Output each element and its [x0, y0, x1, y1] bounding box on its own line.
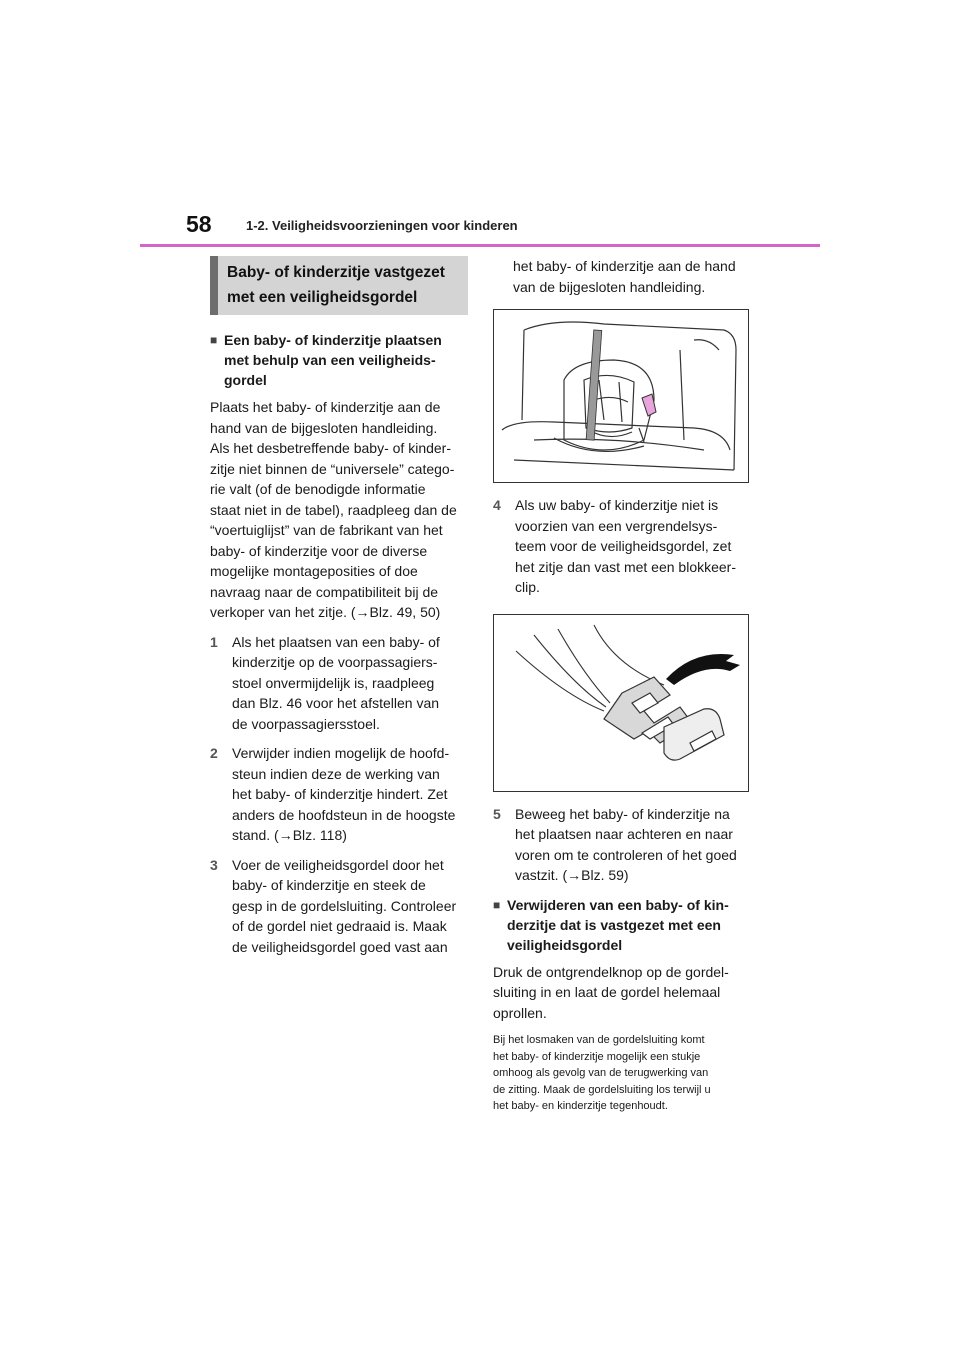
- text-line: zitje niet binnen de “universele” catego-: [210, 460, 455, 477]
- text-line: voren om te controleren of het goed: [515, 846, 737, 863]
- text-line: mogelijke montageposities of doe: [210, 563, 418, 579]
- subheading-install: [210, 330, 468, 390]
- text-line: navraag naar de compatibiliteit bij de: [210, 583, 439, 600]
- header-rule: [140, 244, 820, 247]
- text-line: het zitje dan vast met een blokkeer-: [515, 558, 737, 575]
- text-line: anders de hoofdsteun in de hoogste: [232, 806, 456, 823]
- text-line: stand. (→Blz. 118): [232, 827, 347, 843]
- section-title-line: Baby- of kinderzitje vastgezet: [227, 264, 445, 281]
- step-3: [210, 855, 468, 958]
- text-line: stoel onvermijdelijk is, raadpleeg: [232, 674, 435, 691]
- text-line: of de gordel niet gedraaid is. Maak: [232, 918, 447, 934]
- text-line: Plaats het baby- of kinderzitje aan de: [210, 399, 441, 415]
- text-line: Druk de ontgrendelknop op de gordel-: [493, 963, 729, 980]
- text-line: hand van de bijgesloten handleiding.: [210, 419, 438, 436]
- text-line: baby- of kinderzitje voor de diverse: [210, 542, 428, 559]
- subheading-line: Een baby- of kinderzitje plaatsen: [224, 332, 442, 348]
- continuation-paragraph: [493, 256, 755, 297]
- text-line: van de bijgesloten handleiding.: [513, 278, 706, 295]
- text-line: “voertuiglijst” van de fabrikant van het: [210, 522, 443, 538]
- right-column: [493, 256, 755, 1115]
- removal-paragraph: [493, 962, 755, 1024]
- text-line: dan Blz. 46 voor het afstellen van: [232, 695, 440, 711]
- text-line: Voer de veiligheidsgordel door het: [232, 856, 444, 873]
- text-line: Verwijder indien mogelijk de hoofd-: [232, 745, 450, 761]
- text-line: baby- of kinderzitje en steek de: [232, 877, 426, 893]
- step-number: 2: [210, 745, 218, 761]
- step-5: [493, 804, 755, 886]
- step-4: [493, 495, 755, 598]
- locking-clip-illustration: [493, 614, 749, 792]
- text-line: Bij het losmaken van de gordelsluiting komt: [493, 1034, 705, 1046]
- square-bullet-icon: ■: [210, 333, 218, 347]
- text-line: het baby- en kinderzitje tegenhoudt.: [493, 1100, 668, 1112]
- text-line: staat niet in de tabel), raadpleeg dan de: [210, 501, 457, 518]
- text-line: clip.: [515, 579, 540, 595]
- text-line: de veiligheidsgordel goed vast aan: [232, 938, 448, 955]
- section-title-box: [210, 256, 468, 315]
- step-2: [210, 743, 468, 846]
- subheading-line: veiligheidsgordel: [507, 936, 623, 953]
- text-line: teem voor de veiligheidsgordel, zet: [515, 538, 732, 554]
- step-1: [210, 632, 468, 735]
- text-line: de voorpassagiersstoel.: [232, 715, 380, 732]
- text-line: Als uw baby- of kinderzitje niet is: [515, 497, 719, 513]
- text-line: het baby- of kinderzitje aan de hand: [513, 258, 736, 274]
- text-line: het plaatsen naar achteren en naar: [515, 826, 733, 842]
- subheading-line: gordel: [224, 372, 267, 388]
- text-line: oprollen.: [493, 1004, 547, 1021]
- left-column: [210, 256, 468, 966]
- section-title-line: met een veiligheidsgordel: [227, 289, 418, 306]
- text-line: rie valt (of de benodigde informatie: [210, 481, 426, 497]
- child-seat-icon: [494, 310, 748, 482]
- text-line: Beweeg het baby- of kinderzitje na: [515, 805, 730, 822]
- curved-arrow-icon: [666, 654, 740, 685]
- text-line: vastzit. (→Blz. 59): [515, 867, 629, 883]
- running-header: 1-2. Veiligheidsvoorzieningen voor kinderen: [246, 218, 518, 233]
- text-line: gesp in de gordelsluiting. Controleer: [232, 897, 457, 914]
- locking-clip-icon: [494, 615, 748, 791]
- step-number: 4: [493, 497, 501, 513]
- step-number: 1: [210, 633, 218, 650]
- text-line: het baby- of kinderzitje mogelijk een stukje: [493, 1050, 701, 1063]
- text-line: voorzien van een vergrendelsys-: [515, 517, 718, 534]
- subheading-remove: [493, 895, 755, 955]
- step-number: 5: [493, 805, 501, 822]
- text-line: omhoog als gevolg van de terugwerking van: [493, 1067, 709, 1079]
- page-number: 58: [186, 211, 212, 237]
- note-paragraph: [493, 1032, 755, 1115]
- intro-paragraph: [210, 397, 468, 623]
- text-line: het baby- of kinderzitje hindert. Zet: [232, 786, 448, 802]
- text-line: sluiting in en laat de gordel helemaal: [493, 984, 721, 1000]
- step-number: 3: [210, 856, 218, 873]
- subheading-line: met behulp van een veiligheids-: [224, 352, 436, 368]
- subheading-line: derzitje dat is vastgezet met een: [507, 916, 721, 933]
- subheading-line: Verwijderen van een baby- of kin-: [507, 896, 729, 913]
- child-seat-illustration: [493, 309, 749, 483]
- text-line: Als het desbetreffende baby- of kinder-: [210, 440, 452, 456]
- square-bullet-icon: ■: [493, 897, 501, 912]
- text-line: de zitting. Maak de gordelsluiting los terwijl u: [493, 1083, 711, 1096]
- text-line: Als het plaatsen van een baby- of: [232, 633, 440, 650]
- text-line: steun indien deze de werking van: [232, 765, 440, 782]
- text-line: kinderzitje op de voorpassagiers-: [232, 654, 438, 670]
- text-line: verkoper van het zitje. (→Blz. 49, 50): [210, 604, 441, 620]
